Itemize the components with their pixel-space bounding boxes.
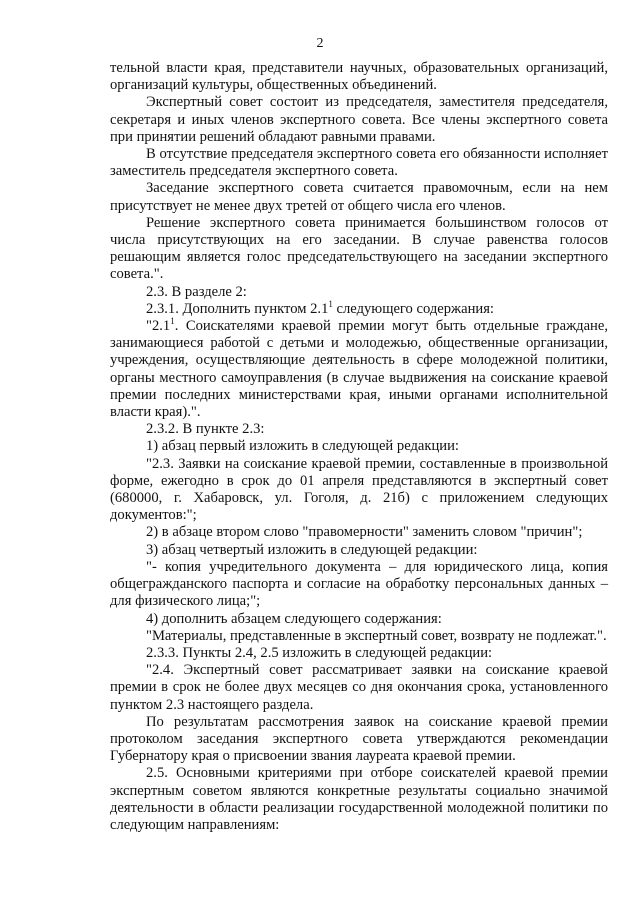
paragraph-continuation: тельной власти края, представители научных, образовательных организаций, организаций культуры, общественных объединений. [110,60,608,94]
document-body [110,60,608,834]
paragraph-2-5: 2.5. Основными критериями при отборе соискателей краевой премии экспертным советом являются конкретные результаты социально значимой деятельности в области реализации государственной молодежной политики по следующим направлениям: [110,765,608,833]
paragraph-2-3-1-text: 2.3.1. Дополнить пунктом 2.1 [146,300,329,317]
paragraph-item-4: 4) дополнить абзацем следующего содержания: [146,610,442,627]
paragraph-results: По результатам рассмотрения заявок на соискание краевой премии протоколом заседания экспертного совета утверждаются рекомендации Губернатору края о присвоении звания лауреата краевой премии. [110,713,608,765]
paragraph-documents-copy: "- копия учредительного документа – для юридического лица, копия общегражданского паспорта и согласие на обработку персональных данных – для физического лица;"; [110,558,608,610]
superscript: 1 [328,298,333,309]
page-number: 2 [316,36,324,51]
paragraph-decision: Решение экспертного совета принимается большинством голосов от числа присутствующих на его заседании. В случае равенства голосов решающим является голос председательствующего на заседании экспертного совета.". [110,214,608,283]
paragraph-2-4: "2.4. Экспертный совет рассматривает заявки на соискание краевой премии в срок не более двух месяцев со дня окончания срока, установленного пунктом 2.3 настоящего раздела. [110,662,608,713]
paragraph-2-3-1-text-end: следующего содержания: [332,300,494,317]
paragraph-2-3-1 [110,298,608,318]
paragraph-item-2: 2) в абзаце втором слово "правомерности" заменить словом "причин"; [146,524,583,541]
paragraph-2-1-1-text: "2.1 [146,318,171,335]
paragraph-item-1: 1) абзац первый изложить в следующей редакции: [146,438,459,455]
paragraph-2-3-3: 2.3.3. Пункты 2.4, 2.5 изложить в следующей редакции: [146,644,493,661]
paragraph-council-composition: Экспертный совет состоит из председателя, заместителя председателя, секретаря и иных членов экспертного совета. Все члены экспертного совета при принятии решений обладают равными правами. [110,94,608,145]
paragraph-item-3: 3) абзац четвертый изложить в следующей редакции: [146,541,478,558]
paragraph-chair-absence: В отсутствие председателя экспертного совета его обязанности исполняет заместитель председателя экспертного совета. [110,146,608,180]
paragraph-section-2-3: 2.3. В разделе 2: [146,283,247,300]
paragraph-materials: "Материалы, представленные в экспертный совет, возврату не подлежат.". [146,627,607,644]
paragraph-2-3-2: 2.3.2. В пункте 2.3: [146,421,265,438]
superscript: 1 [170,316,175,327]
paragraph-2-1-1 [110,318,608,421]
paragraph-2-1-1-text-end: . Соискателями краевой премии могут быть отдельные граждане, занимающиеся работой с детьми и молодежью, общественные организации, учреждения, осуществляющие деятельность в сфере молодежной политики, органы местного самоуправления (в случае выдвижения на соискание краевой премии последних министерствами края, иными органами исполнительной власти края).". [110,318,608,421]
paragraph-2-3-text: "2.3. Заявки на соискание краевой премии, составленные в произвольной форме, ежегодно в срок до 01 апреля представляются в экспертный совет (680000, г. Хабаровск, ул. Гоголя, д. 21б) с приложением следующих документов:"; [110,455,608,524]
paragraph-quorum: Заседание экспертного совета считается правомочным, если на нем присутствует не менее двух третей от общего числа его членов. [110,180,608,214]
